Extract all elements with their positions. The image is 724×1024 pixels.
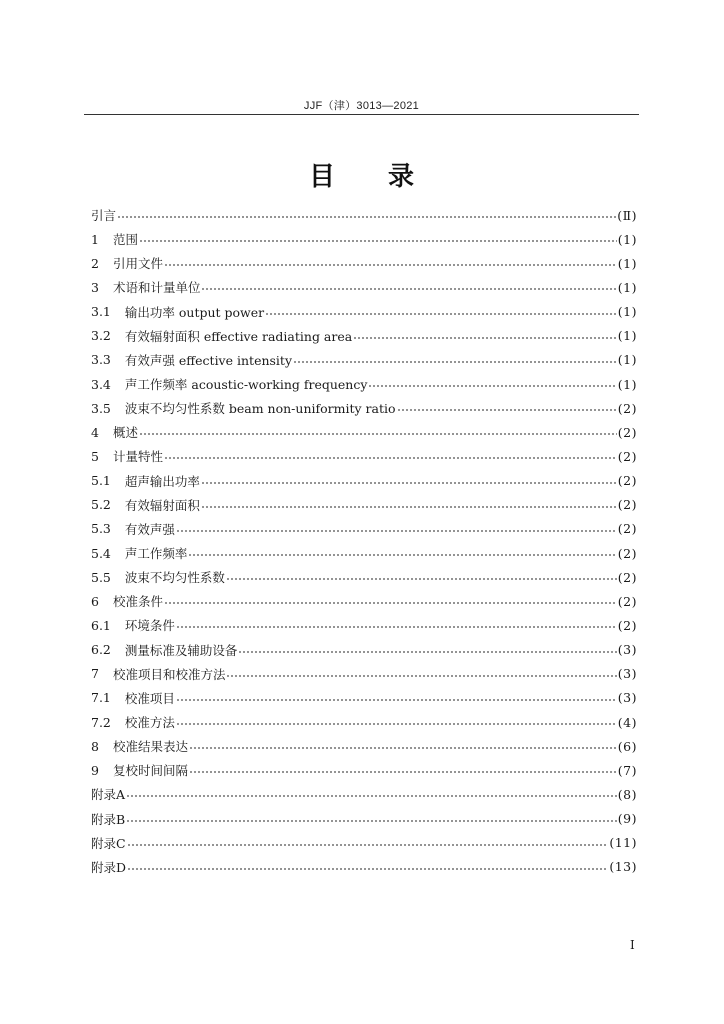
toc-entry[interactable] xyxy=(91,517,637,541)
toc-entry-page: (1) xyxy=(617,231,637,247)
toc-entry-title: 校准方法 xyxy=(124,715,175,731)
toc-entry[interactable] xyxy=(91,251,637,275)
toc-entry-number: 2 xyxy=(91,255,99,271)
toc-entry[interactable] xyxy=(91,758,637,782)
toc-dot-leader xyxy=(126,820,617,822)
toc-entry[interactable] xyxy=(91,638,637,662)
toc-entry[interactable] xyxy=(91,662,637,686)
toc-entry-page: (2) xyxy=(617,448,637,464)
toc-entry-number: 7.2 xyxy=(91,714,111,730)
toc-entry-title: 范围 xyxy=(112,232,138,248)
toc-entry-number: 6 xyxy=(91,593,99,609)
toc-entry-number: 3.2 xyxy=(91,328,111,344)
toc-entry-number: 4 xyxy=(91,424,99,440)
toc-entry[interactable] xyxy=(91,469,637,493)
toc-entry-title: 有效声强 xyxy=(124,521,175,537)
toc-entry[interactable] xyxy=(91,275,637,299)
toc-entry-number: 9 xyxy=(91,762,99,778)
toc-entry[interactable] xyxy=(91,541,637,565)
toc-entry-title: 声工作频率 xyxy=(124,546,188,562)
toc-entry-title: 有效辐射面积 effective radiating area xyxy=(124,328,353,344)
toc-dot-leader xyxy=(201,288,616,290)
toc-entry-title: 测量标准及辅助设备 xyxy=(124,642,238,658)
toc-dot-leader xyxy=(176,699,617,701)
toc-entry-title: 校准结果表达 xyxy=(112,739,188,755)
table-of-contents xyxy=(91,203,637,879)
toc-entry-page: (Ⅱ) xyxy=(617,207,637,223)
toc-entry-title: 输出功率 output power xyxy=(124,304,265,320)
toc-dot-leader xyxy=(189,747,617,749)
toc-entry-page: (2) xyxy=(617,593,637,609)
toc-entry[interactable] xyxy=(91,855,637,879)
toc-entry-page: (3) xyxy=(617,690,637,706)
toc-dot-leader xyxy=(265,313,617,315)
toc-entry-title: 附录C xyxy=(91,835,126,851)
toc-entry-title: 术语和计量单位 xyxy=(112,280,201,296)
toc-dot-leader xyxy=(353,337,617,339)
toc-entry-number: 5 xyxy=(91,448,99,464)
toc-entry-number: 5.1 xyxy=(91,473,111,489)
toc-entry[interactable] xyxy=(91,493,637,517)
toc-entry[interactable] xyxy=(91,444,637,468)
toc-entry-number: 5.3 xyxy=(91,521,111,537)
toc-entry-number: 6.2 xyxy=(91,642,111,658)
toc-entry-page: (1) xyxy=(617,352,637,368)
toc-entry-page: (7) xyxy=(617,762,637,778)
toc-entry[interactable] xyxy=(91,710,637,734)
toc-entry-number: 3.4 xyxy=(91,376,111,392)
toc-entry-title: 有效声强 effective intensity xyxy=(124,352,293,368)
toc-entry-page: (9) xyxy=(617,811,637,827)
toc-entry-page: (1) xyxy=(617,376,637,392)
toc-entry-number: 8 xyxy=(91,738,99,754)
toc-entry-title: 附录D xyxy=(91,859,127,875)
toc-entry-page: (4) xyxy=(617,714,637,730)
toc-dot-leader xyxy=(139,240,617,242)
toc-entry-number: 5.4 xyxy=(91,545,111,561)
toc-dot-leader xyxy=(201,482,617,484)
toc-dot-leader xyxy=(189,771,617,773)
toc-entry[interactable] xyxy=(91,324,637,348)
toc-entry[interactable] xyxy=(91,734,637,758)
toc-entry-title: 波束不均匀性系数 beam non-uniformity ratio xyxy=(124,401,396,417)
toc-entry-number: 3 xyxy=(91,279,99,295)
toc-dot-leader xyxy=(226,675,616,677)
toc-entry-page: (2) xyxy=(617,473,637,489)
toc-entry-number: 7.1 xyxy=(91,690,111,706)
toc-entry[interactable] xyxy=(91,565,637,589)
toc-dot-leader xyxy=(188,554,616,556)
toc-dot-leader xyxy=(164,457,617,459)
toc-entry-page: (2) xyxy=(617,497,637,513)
toc-entry[interactable] xyxy=(91,782,637,806)
toc-entry-title: 校准项目 xyxy=(124,690,175,706)
toc-dot-leader xyxy=(176,530,617,532)
toc-entry-page: (1) xyxy=(617,304,637,320)
toc-entry-page: (3) xyxy=(617,642,637,658)
toc-entry-title: 计量特性 xyxy=(112,449,163,465)
toc-dot-leader xyxy=(201,506,617,508)
toc-dot-leader xyxy=(293,361,617,363)
toc-entry-number: 5.2 xyxy=(91,497,111,513)
toc-entry-number: 5.5 xyxy=(91,569,111,585)
toc-entry-title: 复校时间间隔 xyxy=(112,763,188,779)
toc-dot-leader xyxy=(164,602,617,604)
toc-dot-leader xyxy=(397,409,617,411)
toc-entry[interactable] xyxy=(91,807,637,831)
toc-entry-title: 声工作频率 acoustic-working frequency xyxy=(124,377,368,393)
toc-entry-page: (2) xyxy=(617,521,637,537)
toc-entry[interactable] xyxy=(91,203,637,227)
toc-entry[interactable] xyxy=(91,589,637,613)
toc-entry-title: 引用文件 xyxy=(112,256,163,272)
toc-entry[interactable] xyxy=(91,348,637,372)
header-rule xyxy=(84,114,639,115)
toc-dot-leader xyxy=(226,578,617,580)
toc-entry-page: (2) xyxy=(617,400,637,416)
toc-entry[interactable] xyxy=(91,831,637,855)
toc-entry-number: 6.1 xyxy=(91,617,111,633)
toc-entry-number: 1 xyxy=(91,231,99,247)
toc-entry[interactable] xyxy=(91,686,637,710)
toc-entry[interactable] xyxy=(91,300,637,324)
toc-entry-page: (13) xyxy=(609,859,637,875)
toc-entry-title: 超声输出功率 xyxy=(124,473,200,489)
toc-dot-leader xyxy=(164,264,617,266)
toc-entry-title: 校准条件 xyxy=(112,594,163,610)
page-title: 目 录 xyxy=(308,162,415,192)
toc-entry-page: (1) xyxy=(617,255,637,271)
toc-entry-page: (6) xyxy=(617,738,637,754)
toc-entry-title: 概述 xyxy=(112,425,138,441)
toc-entry-title: 附录A xyxy=(91,787,126,803)
toc-entry-title: 有效辐射面积 xyxy=(124,497,200,513)
toc-dot-leader xyxy=(139,433,617,435)
toc-entry-title: 校准项目和校准方法 xyxy=(112,666,226,682)
toc-entry[interactable] xyxy=(91,613,637,637)
toc-dot-leader xyxy=(127,868,608,870)
toc-entry-page: (2) xyxy=(617,617,637,633)
toc-entry-page: (11) xyxy=(609,835,637,851)
toc-entry-page: (8) xyxy=(617,786,637,802)
toc-entry-page: (1) xyxy=(617,328,637,344)
toc-entry[interactable] xyxy=(91,420,637,444)
toc-dot-leader xyxy=(176,723,617,725)
toc-dot-leader xyxy=(127,844,609,846)
toc-dot-leader xyxy=(238,651,616,653)
toc-entry-page: (1) xyxy=(617,279,637,295)
toc-entry-page: (2) xyxy=(617,569,637,585)
toc-dot-leader xyxy=(117,216,616,218)
toc-entry[interactable] xyxy=(91,227,637,251)
toc-entry[interactable] xyxy=(91,372,637,396)
toc-entry-number: 3.1 xyxy=(91,304,111,320)
toc-entry-title: 波束不均匀性系数 xyxy=(124,570,225,586)
toc-entry-page: (3) xyxy=(617,666,637,682)
toc-entry-number: 7 xyxy=(91,666,99,682)
toc-dot-leader xyxy=(176,626,617,628)
toc-entry-title: 引言 xyxy=(91,208,117,224)
page-number: I xyxy=(630,938,635,952)
toc-entry-number: 3.3 xyxy=(91,352,111,368)
toc-dot-leader xyxy=(368,385,616,387)
toc-entry[interactable] xyxy=(91,396,637,420)
toc-entry-title: 环境条件 xyxy=(124,618,175,634)
toc-entry-page: (2) xyxy=(617,424,637,440)
toc-dot-leader xyxy=(126,795,617,797)
toc-entry-title: 附录B xyxy=(91,811,126,827)
running-header: JJF（津）3013—2021 xyxy=(303,100,420,112)
toc-entry-page: (2) xyxy=(617,545,637,561)
toc-entry-number: 3.5 xyxy=(91,400,111,416)
